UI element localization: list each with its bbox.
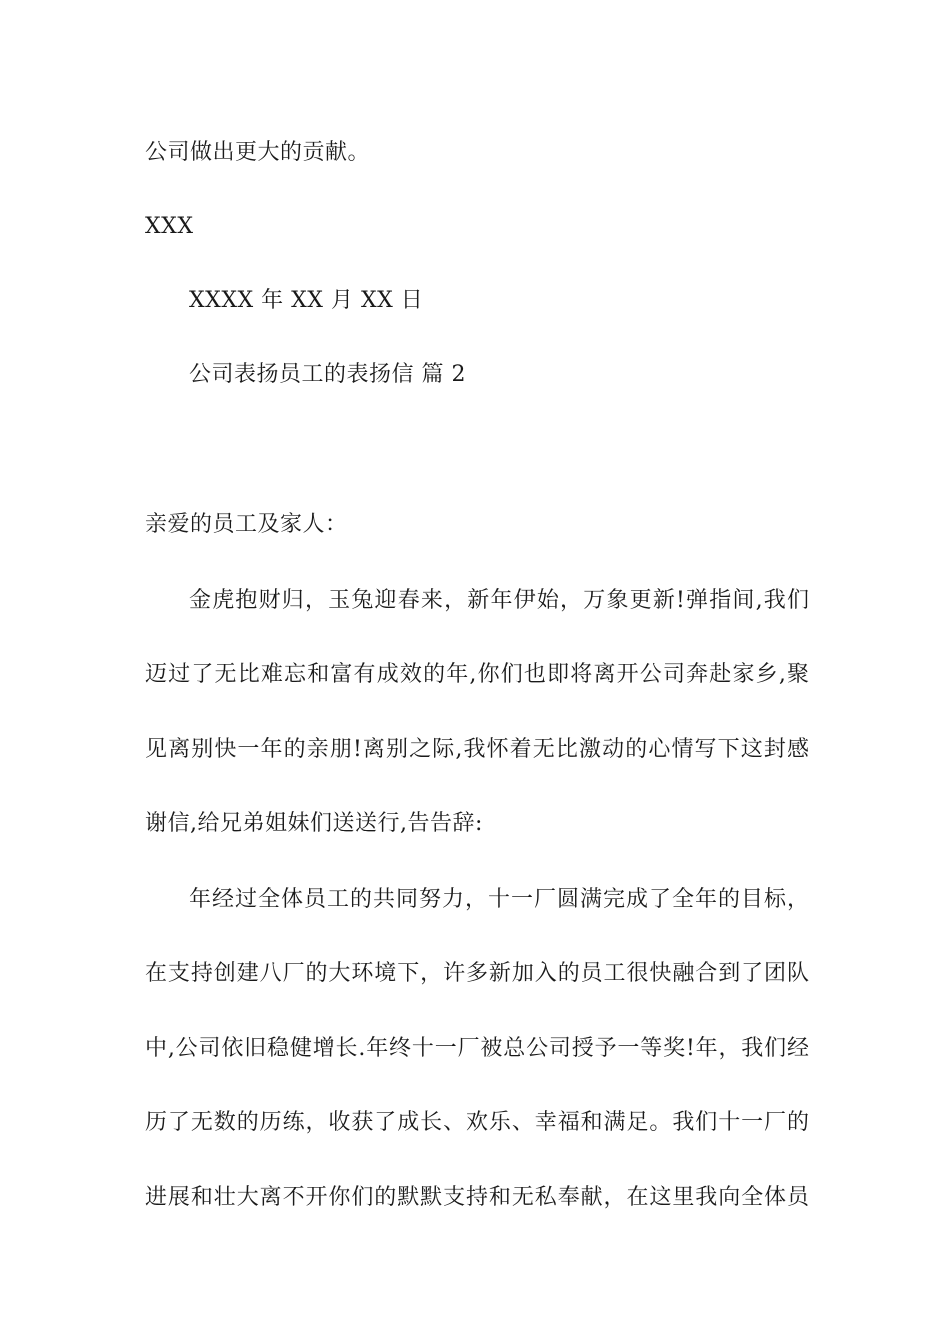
paragraph-line: 中,公司依旧稳健增长.年终十一厂被总公司授予一等奖!年，我们经 [145, 1036, 809, 1061]
paragraph-line: 历了无数的历练，收获了成长、欢乐、幸福和满足。我们十一厂的 [145, 1110, 809, 1135]
paragraph-line: 见离别快一年的亲朋!离别之际,我怀着无比激动的心情写下这封感 [145, 737, 809, 762]
paragraph-line: 金虎抱财归，玉兔迎春来，新年伊始，万象更新!弹指间,我们 [189, 588, 809, 613]
salutation: 亲爱的员工及家人： [145, 512, 348, 537]
closing-line: 公司做出更大的贡献。 [145, 140, 371, 165]
section-heading: 公司表扬员工的表扬信 篇 2 [189, 362, 466, 387]
paragraph-line: 年经过全体员工的共同努力，十一厂圆满完成了全年的目标， [189, 887, 809, 912]
paragraph-line: 谢信,给兄弟姐妹们送送行,告告辞: [145, 811, 483, 836]
signature-name: XXX [145, 214, 194, 239]
paragraph-line: 进展和壮大离不开你们的默默支持和无私奉献，在这里我向全体员 [145, 1185, 809, 1210]
paragraph-line: 在支持创建八厂的大环境下，许多新加入的员工很快融合到了团队 [145, 961, 809, 986]
paragraph-line: 迈过了无比难忘和富有成效的年,你们也即将离开公司奔赴家乡,聚 [145, 662, 809, 687]
signature-date: XXXX 年 XX 月 XX 日 [189, 288, 424, 313]
